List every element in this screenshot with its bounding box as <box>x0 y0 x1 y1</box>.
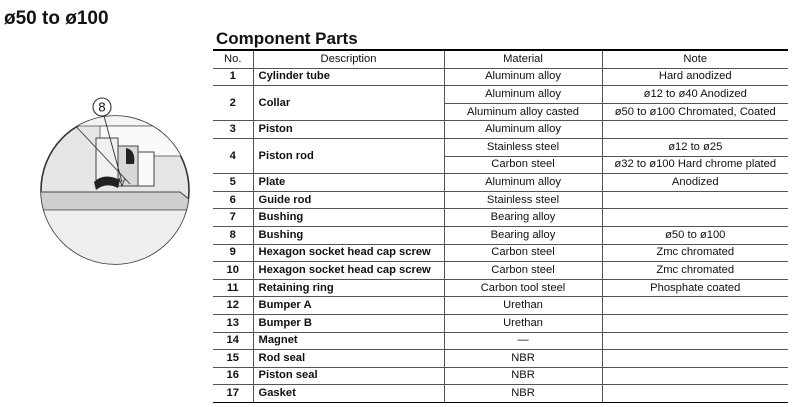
row-material: Urethan <box>444 314 602 332</box>
row-note: ø32 to ø100 Hard chrome plated <box>602 156 788 174</box>
row-note: Anodized <box>602 174 788 192</box>
row-note: ø12 to ø25 <box>602 138 788 156</box>
row-no: 1 <box>213 68 253 86</box>
row-note: Hard anodized <box>602 68 788 86</box>
row-description: Hexagon socket head cap screw <box>253 244 444 262</box>
component-parts-table <box>213 49 788 403</box>
row-material: Aluminum alloy <box>444 68 602 86</box>
row-no: 4 <box>213 138 253 173</box>
header-description: Description <box>253 50 444 68</box>
table-header-row <box>213 50 788 68</box>
row-description: Gasket <box>253 385 444 403</box>
row-description: Bushing <box>253 209 444 227</box>
table-row <box>213 226 788 244</box>
callout-8 <box>93 98 111 116</box>
row-description: Piston rod <box>253 138 444 173</box>
table-row <box>213 68 788 86</box>
row-material: Carbon steel <box>444 156 602 174</box>
row-description: Collar <box>253 86 444 121</box>
row-no: 5 <box>213 174 253 192</box>
row-note <box>602 350 788 368</box>
row-description: Bumper A <box>253 297 444 315</box>
row-description: Rod seal <box>253 350 444 368</box>
row-no: 15 <box>213 350 253 368</box>
row-material: Bearing alloy <box>444 209 602 227</box>
header-note: Note <box>602 50 788 68</box>
row-no: 7 <box>213 209 253 227</box>
table-row <box>213 350 788 368</box>
table-row <box>213 367 788 385</box>
row-note <box>602 209 788 227</box>
table-row <box>213 297 788 315</box>
table-row <box>213 279 788 297</box>
table-row <box>213 191 788 209</box>
row-note: ø12 to ø40 Anodized <box>602 86 788 104</box>
row-note <box>602 191 788 209</box>
table-row <box>213 314 788 332</box>
table-row <box>213 385 788 403</box>
row-no: 3 <box>213 121 253 139</box>
row-description: Piston <box>253 121 444 139</box>
row-no: 10 <box>213 262 253 280</box>
row-no: 17 <box>213 385 253 403</box>
table-row <box>213 174 788 192</box>
svg-text:8: 8 <box>98 99 106 115</box>
row-no: 8 <box>213 226 253 244</box>
row-no: 11 <box>213 279 253 297</box>
row-description: Cylinder tube <box>253 68 444 86</box>
row-note <box>602 332 788 350</box>
row-no: 9 <box>213 244 253 262</box>
row-material: Carbon tool steel <box>444 279 602 297</box>
row-material: NBR <box>444 385 602 403</box>
row-note <box>602 367 788 385</box>
row-no: 13 <box>213 314 253 332</box>
row-material: Aluminum alloy <box>444 174 602 192</box>
table-row <box>213 209 788 227</box>
row-note <box>602 121 788 139</box>
row-note: Phosphate coated <box>602 279 788 297</box>
table-row <box>213 86 788 104</box>
size-range-title: ø50 to ø100 <box>4 8 109 29</box>
row-note: Zmc chromated <box>602 262 788 280</box>
row-description: Guide rod <box>253 191 444 209</box>
row-no: 16 <box>213 367 253 385</box>
row-no: 12 <box>213 297 253 315</box>
row-material: Carbon steel <box>444 244 602 262</box>
row-material: Stainless steel <box>444 191 602 209</box>
table-row <box>213 244 788 262</box>
row-material: Bearing alloy <box>444 226 602 244</box>
row-description: Bushing <box>253 226 444 244</box>
table-row <box>213 332 788 350</box>
header-no: No. <box>213 50 253 68</box>
row-no: 6 <box>213 191 253 209</box>
row-material: — <box>444 332 602 350</box>
table-row <box>213 262 788 280</box>
row-material: Aluminum alloy <box>444 121 602 139</box>
row-material: Urethan <box>444 297 602 315</box>
cross-section-figure <box>30 60 200 280</box>
row-material: NBR <box>444 350 602 368</box>
row-material: Stainless steel <box>444 138 602 156</box>
row-description: Retaining ring <box>253 279 444 297</box>
row-note: Zmc chromated <box>602 244 788 262</box>
row-material: Aluminum alloy casted <box>444 103 602 121</box>
row-description: Bumper B <box>253 314 444 332</box>
row-note: ø50 to ø100 <box>602 226 788 244</box>
row-no: 14 <box>213 332 253 350</box>
row-note <box>602 297 788 315</box>
row-description: Magnet <box>253 332 444 350</box>
row-description: Plate <box>253 174 444 192</box>
row-material: NBR <box>444 367 602 385</box>
table-row <box>213 121 788 139</box>
row-no: 2 <box>213 86 253 121</box>
row-material: Aluminum alloy <box>444 86 602 104</box>
header-material: Material <box>444 50 602 68</box>
row-material: Carbon steel <box>444 262 602 280</box>
row-note: ø50 to ø100 Chromated, Coated <box>602 103 788 121</box>
row-description: Piston seal <box>253 367 444 385</box>
row-note <box>602 314 788 332</box>
component-parts-title: Component Parts <box>216 29 358 48</box>
row-note <box>602 385 788 403</box>
table-row <box>213 138 788 156</box>
row-description: Hexagon socket head cap screw <box>253 262 444 280</box>
